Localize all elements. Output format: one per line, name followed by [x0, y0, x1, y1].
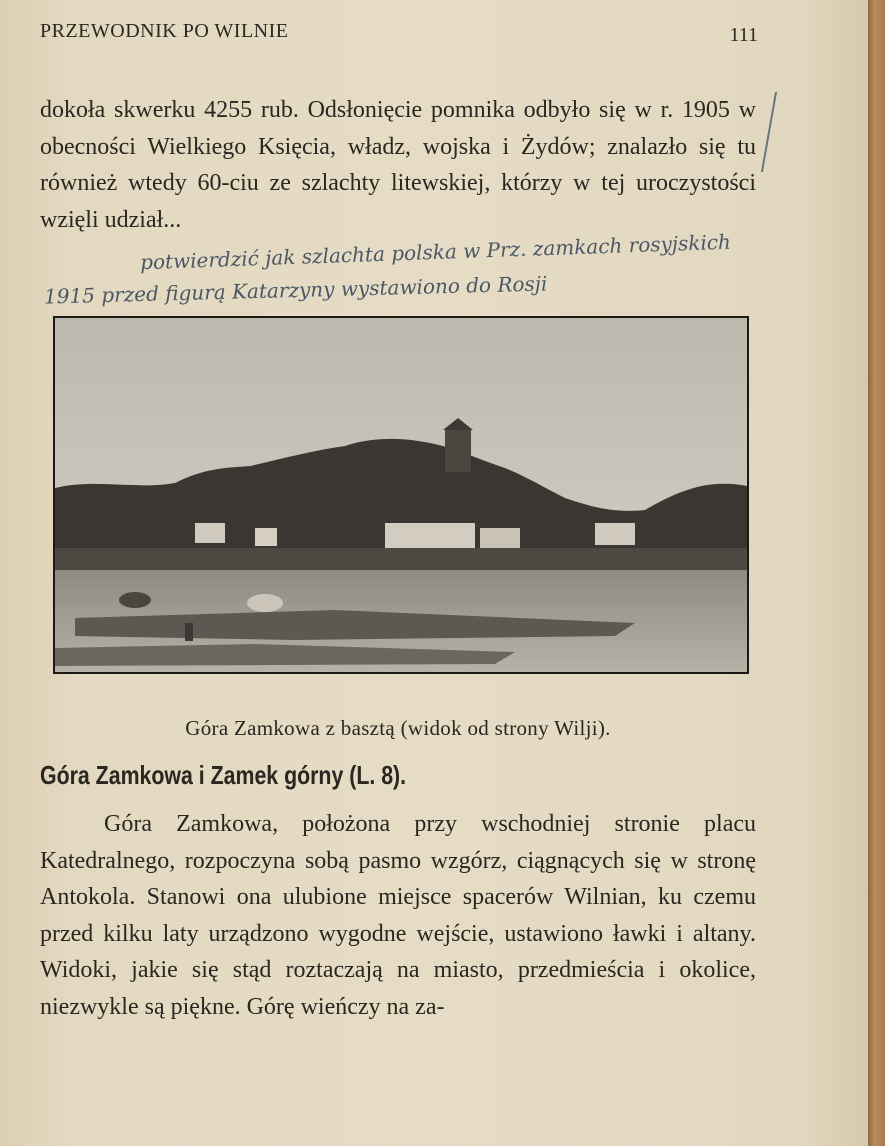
- section-heading: Góra Zamkowa i Zamek górny (L. 8).: [40, 760, 407, 790]
- castle-hill-photograph: [53, 316, 749, 674]
- book-spine-edge: [868, 0, 885, 1146]
- paragraph-castle-hill: [40, 806, 756, 1025]
- handwritten-line-2: 1915 przed figurą Katarzyny wystawiono do Rosji: [43, 271, 548, 309]
- paragraph-monument: [40, 92, 756, 238]
- running-head: PRZEWODNIK PO WILNIE: [40, 20, 289, 42]
- handwritten-line-1: potwierdzić jak szlachta polska w Prz. zamkach rosyjskich: [139, 229, 732, 275]
- pencil-margin-mark: [761, 92, 783, 172]
- paragraph-text: Góra Zamkowa, położona przy wschodniej stronie placu Katedralnego, rozpoczyna sobą pasmo wzgórz, ciągnących się w stronę Antokola. Stanowi ona ulubione miejsce spacerów Wilnian, ku czemu przed kilku laty urządzono wygodne wejście, ustawiono ławki i altany. Widoki, jakie się stąd roztaczają na miasto, przedmieścia i okolice, niezwykle są piękne. Górę wieńczy na za-: [40, 811, 756, 1020]
- page-number: 111: [729, 24, 758, 46]
- handwritten-note: [40, 229, 780, 322]
- page-header: [40, 20, 758, 50]
- photo-caption: Góra Zamkowa z basztą (widok od strony Wilji).: [185, 716, 611, 740]
- paragraph-text: dokoła skwerku 4255 rub. Odsłonięcie pomnika odbyło się w r. 1905 w obecności Wielkiego Księcia, władz, wojska i Żydów; znalazło się tu również wtedy 60-ciu ze szlachty litewskiej, którzy w tej uroczystości wzięli udział...: [40, 97, 756, 233]
- photo-illustration: [55, 318, 747, 672]
